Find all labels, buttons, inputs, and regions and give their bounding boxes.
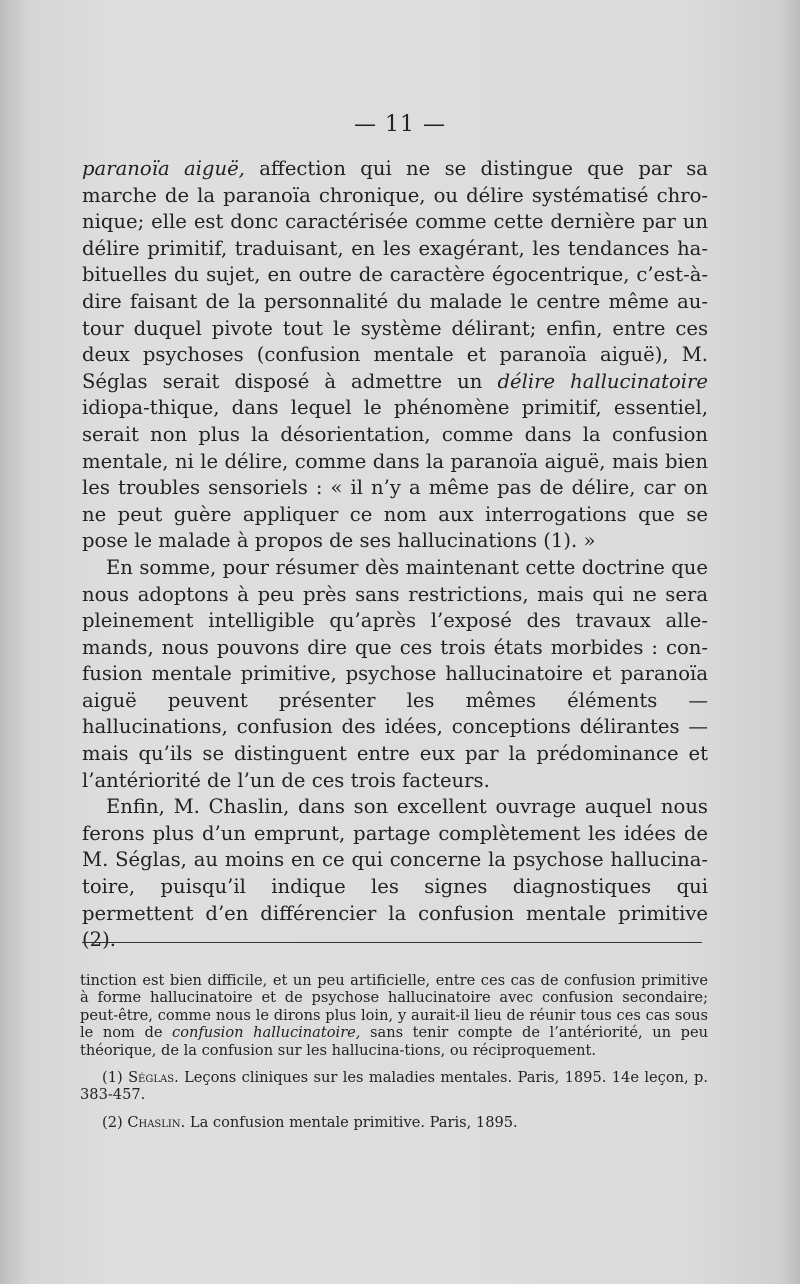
footnote-2 <box>80 1114 708 1131</box>
footnote-continued-part-a: tinction est bien difficile, et un peu artificielle, entre ces cas de confusion primitive à forme hallucinatoire et de psychose hallucinatoire avec confusion secondaire; peut-être, comme nous le dirons plus loin, y aurait-il lieu de réunir tous ces cas sous le nom de <box>80 972 708 1042</box>
paragraph-1 <box>82 156 708 555</box>
footnote-continued <box>80 972 708 1059</box>
emphasis-delire-hallucinatoire: délire hallucinatoire <box>497 369 708 393</box>
footnote-1-mark: (1) <box>102 1069 129 1087</box>
emphasis-paranoia-aigue: paranoïa aiguë, <box>82 157 245 180</box>
footnote-continued-part-b: sans tenir compte de l’antériorité, un peu théorique, de la confusion sur les hallucina-tions, ou réciproquement. <box>80 1024 708 1059</box>
footnote-1 <box>80 1069 708 1104</box>
footnote-1-author: Séglas <box>128 1069 175 1087</box>
page-number: — 11 — <box>354 112 446 137</box>
footnote-1-text: . Leçons cliniques sur les maladies mentales. Paris, 1895. 14e leçon, p. 383-457. <box>80 1069 709 1104</box>
emphasis-confusion-hallucinatoire: confusion hallucinatoire, <box>172 1024 361 1042</box>
main-text <box>82 156 708 954</box>
paragraph-1-part-b: idiopa-thique, dans lequel le phénomène primitif, essentiel, serait non plus la désorientation, comme dans la confusion mentale, ni le délire, comme dans la paranoïa aiguë, mais bien les troubles sensoriels : « il n’y a même pas de délire, car on ne peut guère appliquer ce nom aux interrogations que se pose le malade à propos de ses hallucinations (1). » <box>82 396 708 553</box>
paragraph-1-part-a: affection qui ne se distingue que par sa marche de la paranoïa chronique, ou délire systématisé chro-nique; elle est donc caractérisée comme cette dernière par un délire primitif, traduisant, en les exagérant, les tendances ha-bituelles du sujet, en outre de caractère égocentrique, c’est-à-dire faisant de la personnalité du malade le centre même au-tour duquel pivote tout le système délirant; enfin, entre ces deux psychoses (confusion mentale et paranoïa aiguë), M. Séglas serait disposé à admettre un <box>82 157 708 393</box>
footnote-2-mark: (2) <box>102 1113 128 1131</box>
paragraph-3: Enfin, M. Chaslin, dans son excellent ouvrage auquel nous ferons plus d’un emprunt, partage complètement les idées de M. Séglas, au moins en ce qui concerne la psychose hallucina-toire, puisqu’il indique les signes diagnostiques qui permettent d’en différencier la confusion mentale primitive (2). <box>82 795 708 952</box>
footnote-separator <box>82 942 702 943</box>
footnote-2-author: Chaslin <box>127 1113 181 1131</box>
footnotes <box>80 972 708 1131</box>
footnote-2-text: . La confusion mentale primitive. Paris, 1895. <box>180 1113 518 1131</box>
paragraph-2: En somme, pour résumer dès maintenant cette doctrine que nous adoptons à peu près sans restrictions, mais qui ne sera pleinement intelligible qu’après l’exposé des travaux alle-mands, nous pouvons dire que ces trois états morbides : con-fusion mentale primitive, psychose hallucinatoire et paranoïa aiguë peuvent présenter les mêmes éléments — hallucinations, confusion des idées, conceptions délirantes — mais qu’ils se distinguent entre eux par la prédominance et l’antériorité de l’un de ces trois facteurs. <box>82 555 708 792</box>
